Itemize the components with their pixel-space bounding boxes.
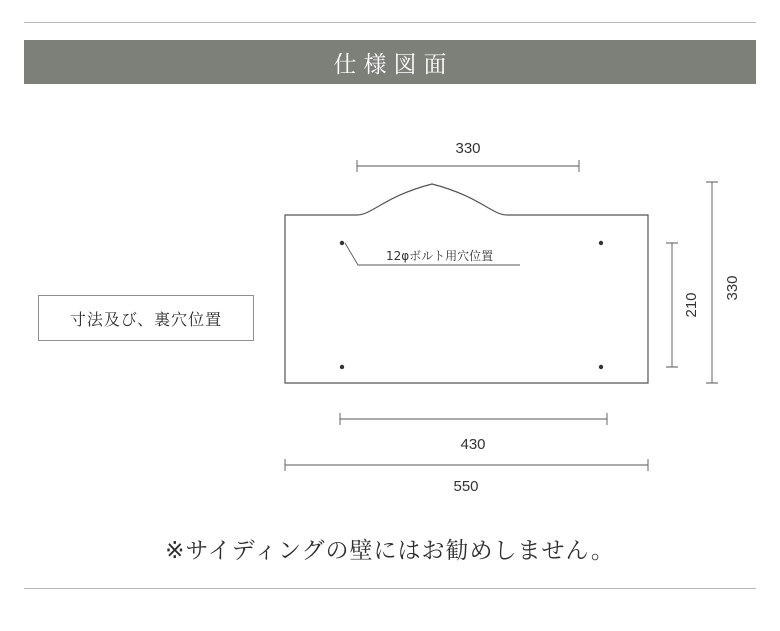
- hole-top-right: [599, 241, 603, 245]
- dim-bottom-width: 430: [460, 436, 486, 453]
- dim-top-width: 330: [455, 140, 481, 157]
- hole-note-label: 12φボルト用穴位置: [386, 249, 494, 263]
- page-title: 仕様図面: [333, 51, 454, 78]
- footnote: ※サイディングの壁にはお勧めしません。: [165, 538, 615, 564]
- legend-box: [38, 295, 254, 341]
- hole-bottom-left: [340, 365, 344, 369]
- hole-bottom-right: [599, 365, 603, 369]
- hole-top-left: [340, 241, 344, 245]
- legend-label: 寸法及び、裏穴位置: [69, 309, 223, 329]
- dim-hole-span-height: 210: [683, 292, 700, 318]
- dim-overall-width: 550: [453, 478, 479, 495]
- dim-overall-height: 330: [724, 275, 741, 301]
- plate-outline: [285, 184, 648, 383]
- bottom-divider: [24, 588, 756, 589]
